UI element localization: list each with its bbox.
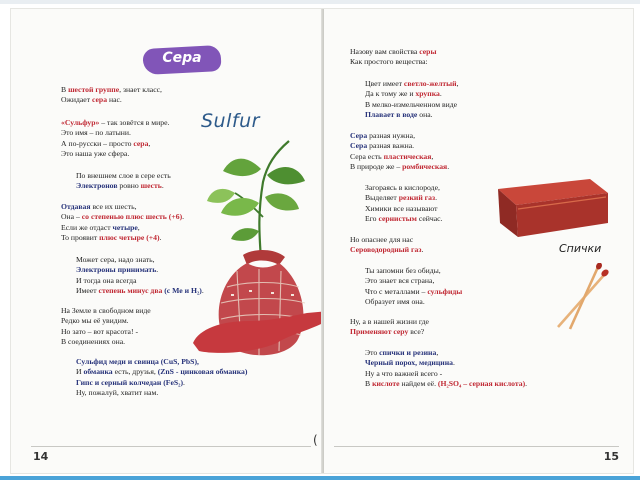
leaf (267, 167, 305, 184)
poem-line (61, 223, 184, 233)
poem-line (365, 79, 459, 89)
highlighted-term: светло-желтый (403, 79, 457, 88)
line-text: Имеет (76, 285, 99, 295)
line-text: Ну а что важней всего - (365, 368, 443, 378)
line-text: есть, друзья, (112, 367, 158, 377)
highlighted-term: шестой группе (68, 85, 120, 94)
line-text: . (525, 378, 528, 388)
stanza (350, 317, 429, 338)
poem-line (365, 266, 462, 276)
bottom-rule-left (31, 446, 311, 447)
poem-line (350, 317, 429, 327)
poem-line (61, 337, 151, 347)
poem-line (61, 128, 169, 138)
bottom-rule-right (334, 446, 619, 447)
line-text: Ну, а в нашей жизни где (350, 317, 429, 326)
poem-line (350, 152, 449, 162)
line-text: Редко мы её увидим. (61, 316, 129, 326)
line-text: Ты запомни без обиды, (365, 266, 441, 275)
line-text: все их шесть, (90, 202, 137, 211)
poem-line (350, 235, 423, 245)
line-text: Да к тому же и (365, 89, 416, 99)
line-text: . (439, 89, 442, 99)
poem-line (365, 287, 462, 297)
poem-line (76, 181, 171, 191)
line-text: . (159, 232, 162, 242)
right-page (324, 9, 633, 473)
line-text: Образует имя она. (365, 296, 425, 306)
window-bottom-bar (0, 476, 640, 480)
line-text: В (61, 85, 69, 94)
line-text: . (156, 265, 159, 275)
line-text: . (421, 245, 424, 255)
poem-line (350, 57, 436, 67)
highlighted-term: сернистым (378, 213, 417, 223)
page-number-right: 15 (603, 450, 619, 463)
stanza (61, 202, 184, 243)
highlighted-term: (ZnS - цинковая обманка) (157, 367, 248, 377)
matchbox-illustration (494, 175, 612, 239)
line-text: Назову вам свойства (350, 47, 420, 56)
line-text: Это наша уже сфера. (61, 148, 130, 158)
stanza (61, 118, 169, 159)
highlighted-term: кислоте (372, 378, 400, 388)
highlighted-term: Сероводородный газ (350, 245, 422, 255)
line-text: Это знает вся страна, (365, 276, 435, 286)
highlighted-term: пластическая (383, 151, 432, 161)
page-number-left: 14 (33, 450, 49, 463)
highlighted-term: Сера (350, 131, 368, 140)
sack-top (243, 250, 285, 265)
poem-line (76, 255, 204, 265)
poem-line (350, 47, 436, 57)
leaf (231, 228, 259, 241)
poem-line (76, 171, 171, 181)
line-text: Ожидает (61, 95, 92, 105)
highlighted-term: принимать (117, 265, 157, 275)
stanza (61, 306, 151, 347)
line-text: . (453, 358, 455, 368)
line-text: – так зовётся в мире. (99, 118, 170, 127)
poem-line (350, 327, 429, 337)
highlighted-term: Сера (350, 141, 368, 151)
line-text: И (76, 367, 84, 377)
leaf (223, 159, 261, 176)
line-text: нас. (107, 95, 122, 105)
poem-line (365, 183, 443, 193)
highlighted-term: Электронов (76, 181, 118, 191)
line-text: И тогда она всегда (76, 275, 137, 285)
poem-line (61, 149, 169, 159)
poem-line (76, 265, 204, 275)
highlighted-term: Отдавая (61, 202, 91, 211)
line-text: То проявит (61, 232, 100, 242)
poem-line (365, 297, 462, 307)
highlighted-term: «Сульфур» (61, 118, 100, 127)
highlighted-term: четыре (112, 222, 138, 232)
line-text: сейчас. (416, 213, 443, 223)
line-text: Цвет имеет (365, 79, 404, 88)
left-page (11, 9, 323, 473)
line-text: По внешнем слое в сере есть (76, 171, 171, 180)
highlighted-term: спички и резина (379, 348, 437, 357)
poem-line (365, 110, 459, 120)
highlighted-term: серы (419, 47, 437, 56)
line-text: Но зато – вот красота! - (61, 326, 139, 336)
stanza (350, 47, 436, 68)
stanza (61, 255, 204, 296)
poem-line (365, 193, 443, 203)
highlighted-term: со степенью плюс шесть (+6) (81, 212, 183, 222)
poem-line (61, 306, 151, 316)
stanza (350, 79, 459, 120)
line-text: Это (365, 348, 380, 357)
highlighted-term: шесть (140, 181, 162, 191)
line-text: , (436, 348, 439, 357)
poem-line (76, 378, 247, 388)
highlighted-term: Электроны (76, 265, 116, 275)
line-text: ровно (117, 181, 141, 191)
leaf (207, 189, 235, 203)
binding-ring: ( (313, 433, 318, 447)
poem-line (61, 316, 151, 326)
poem-line (350, 162, 449, 172)
sulfur-label: Sulfur (201, 110, 260, 132)
stanza (61, 85, 162, 106)
highlighted-term: сера (92, 95, 108, 105)
highlighted-term: сера (133, 138, 149, 148)
poem-line (365, 358, 527, 368)
line-text: она. (417, 109, 433, 119)
poem-line (365, 369, 527, 379)
line-text: Сера есть (350, 151, 384, 161)
poem-line (365, 276, 462, 286)
line-text: разная нужна, (367, 131, 416, 140)
poem-line (61, 95, 162, 105)
line-text: Химики все называют (365, 203, 438, 213)
line-text: В мелко-измельченном виде (365, 99, 458, 109)
line-text: , (456, 79, 459, 88)
line-text: . (182, 212, 185, 222)
line-text: . (447, 161, 450, 171)
highlighted-term: Гипс и серный колчедан (FeS₂) (76, 377, 184, 387)
poem-line (76, 286, 204, 296)
stanza (350, 348, 527, 389)
match-stick (558, 275, 604, 327)
poem-line (61, 85, 162, 95)
poem-line (365, 100, 459, 110)
line-text: В (365, 378, 373, 388)
line-text: Может сера, надо знать, (76, 255, 155, 264)
highlighted-term: обманка (83, 367, 113, 377)
line-text: В природе же – (350, 161, 403, 171)
line-text: Загораясь в кислороде, (365, 183, 440, 192)
poem-line (365, 214, 443, 224)
line-text: А по-русски – просто (61, 138, 134, 148)
poem-line (365, 348, 527, 358)
poem-line (61, 139, 169, 149)
highlighted-term: Плавает в воде (365, 109, 418, 119)
matches-label: Спички (559, 242, 602, 255)
poem-line (365, 89, 459, 99)
poem-line (350, 245, 423, 255)
page-title: Сера (162, 50, 202, 66)
poem-line (61, 118, 169, 128)
line-text: Если же отдаст (61, 222, 113, 232)
spilled-sulfur-illustration (191, 309, 331, 357)
line-text: В соединениях она. (61, 336, 126, 346)
stanza (350, 183, 443, 224)
highlighted-term: сульфиды (427, 286, 463, 296)
line-text: Она – (61, 212, 82, 222)
line-text: . (435, 193, 438, 203)
line-text: . (183, 377, 185, 387)
poem-line (350, 131, 449, 141)
window-top-bar (0, 0, 640, 4)
title-badge (143, 47, 221, 73)
stanza (350, 266, 462, 307)
highlighted-term: (H₂SO₄ – серная кислота) (437, 378, 526, 388)
highlighted-term: ромбическая (402, 161, 448, 171)
highlighted-term: плюс четыре (+4) (99, 232, 160, 242)
line-text: Это имя – по латыни. (61, 128, 131, 138)
line-text: . (201, 285, 204, 295)
highlighted-term: резкий газ (398, 193, 436, 203)
poem-line (61, 233, 184, 243)
highlighted-term: Сульфид меди и свинца (CuS, PbS), (76, 357, 199, 366)
highlighted-term: Применяют серу (350, 327, 409, 337)
match-stick (570, 267, 598, 329)
line-text: найдем её. (399, 378, 438, 388)
line-text: Что с металлами – (365, 286, 428, 296)
highlighted-term: Черный порох, медицина (365, 358, 453, 368)
line-text: , знает класс, (119, 85, 162, 94)
line-text: . (161, 181, 164, 191)
line-text: разная важна. (367, 141, 415, 151)
line-text: , (431, 151, 434, 161)
line-text: Ну, пожалуй, хватит нам. (76, 387, 159, 397)
poem-line (61, 202, 184, 212)
poem-line (61, 327, 151, 337)
poem-line (350, 141, 449, 151)
line-text: На Земле в свободном виде (61, 306, 151, 315)
stanza (61, 171, 171, 192)
poem-line (76, 367, 247, 377)
line-text: Выделяет (365, 193, 399, 203)
poem-line (365, 204, 443, 214)
poem-line (76, 388, 247, 398)
highlighted-term: (с Ме и Н₂) (164, 285, 202, 295)
line-text: Его (365, 213, 379, 223)
highlighted-term: хрупка (415, 89, 440, 99)
line-text: все? (408, 327, 425, 337)
matches-illustration (552, 263, 614, 333)
stanza (350, 235, 423, 256)
poem-line (76, 276, 204, 286)
line-text: , (137, 222, 140, 232)
highlighted-term: степень минус два (98, 285, 163, 295)
leaf (265, 193, 299, 210)
book-spread (10, 8, 634, 474)
line-text: Но опаснее для нас (350, 235, 414, 244)
stanza (350, 131, 449, 172)
poem-line (365, 379, 527, 389)
poem-line (61, 212, 184, 222)
line-text: , (148, 138, 151, 148)
line-text: Как простого вещества: (350, 57, 428, 67)
